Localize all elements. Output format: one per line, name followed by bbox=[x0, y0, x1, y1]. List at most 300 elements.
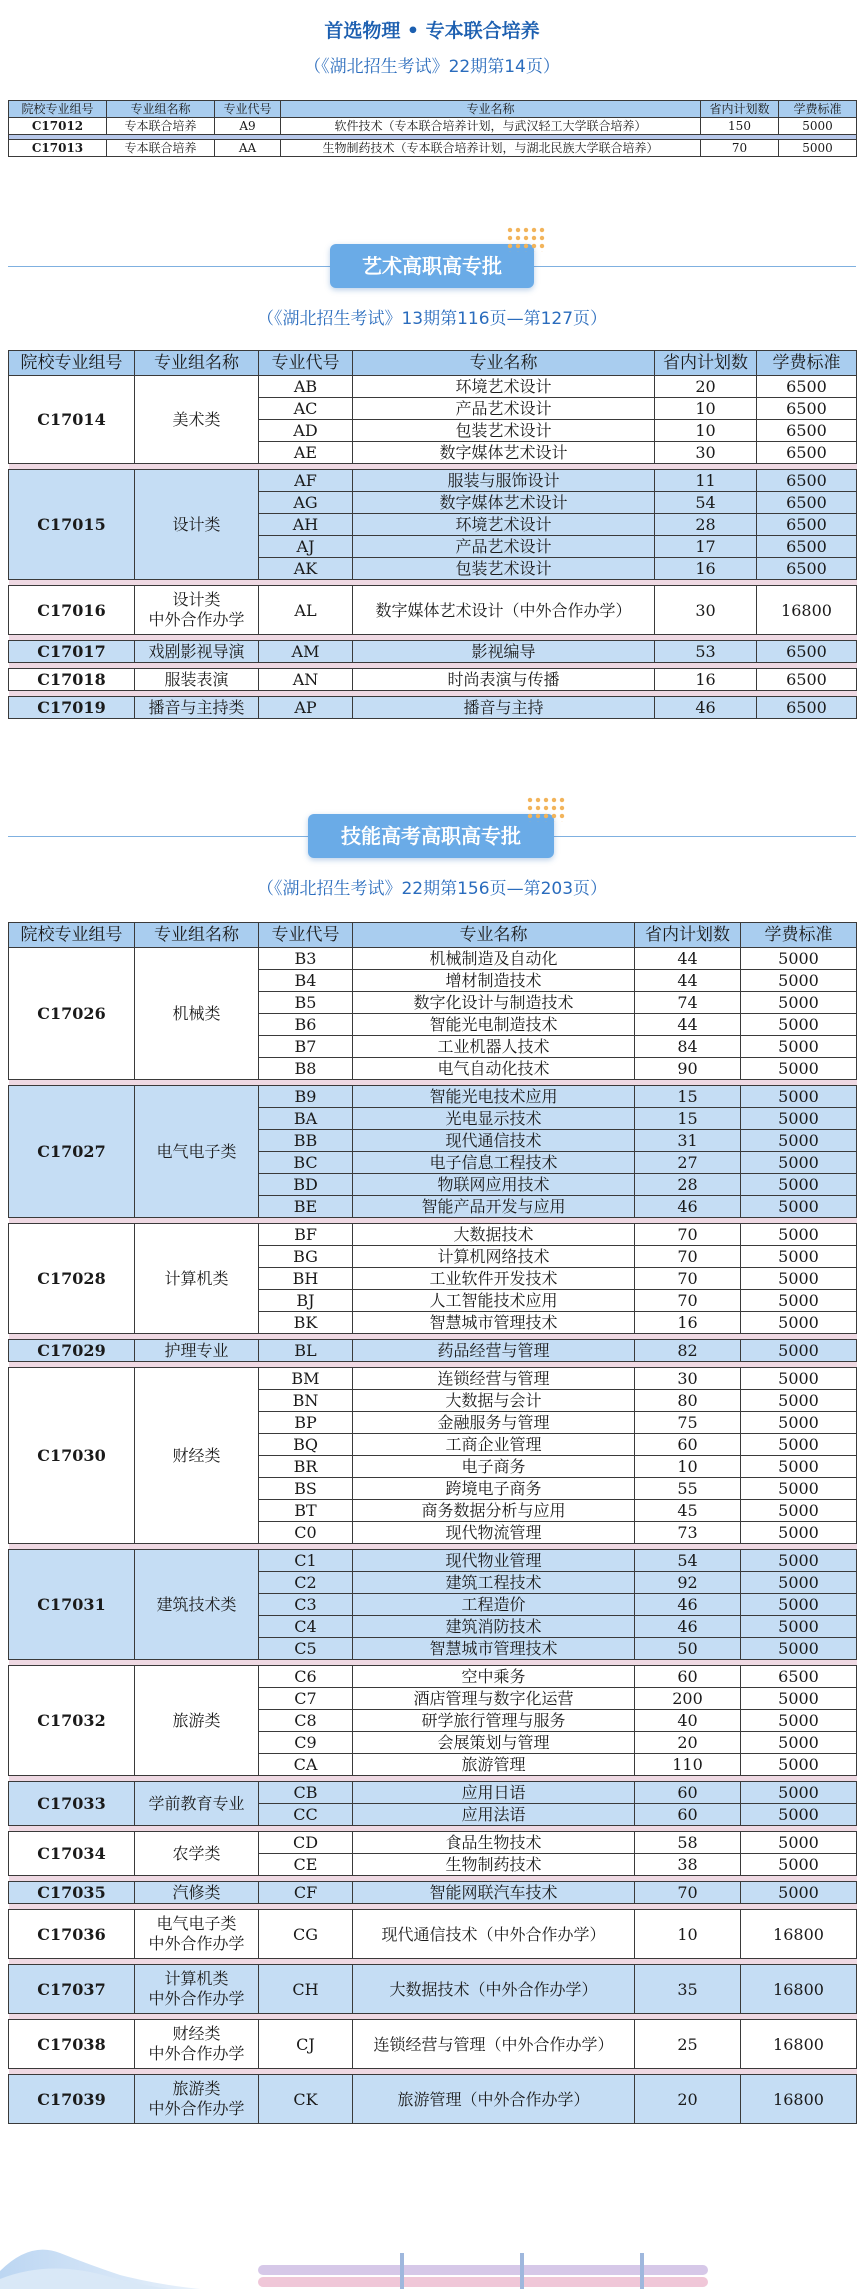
major-code: CB bbox=[259, 1782, 353, 1804]
section1-title: 首选物理 • 专本联合培养 bbox=[324, 20, 540, 42]
major-code: CJ bbox=[259, 2020, 353, 2069]
section2-table bbox=[8, 350, 857, 719]
group-id: C17034 bbox=[9, 1832, 135, 1876]
major-code: CC bbox=[259, 1804, 353, 1826]
group-id: C17017 bbox=[9, 641, 135, 663]
tuition: 6500 bbox=[757, 669, 857, 691]
header-cell: 专业名称 bbox=[353, 923, 635, 948]
major-code: CE bbox=[259, 1854, 353, 1876]
table-row bbox=[9, 948, 857, 970]
tuition: 5000 bbox=[741, 1688, 857, 1710]
group-id: C17033 bbox=[9, 1782, 135, 1826]
plan-count: 15 bbox=[635, 1108, 741, 1130]
plan-count: 44 bbox=[635, 948, 741, 970]
group-name: 美术类 bbox=[135, 376, 259, 464]
tuition: 5000 bbox=[741, 1832, 857, 1854]
tuition: 6500 bbox=[757, 376, 857, 398]
group-name: 服装表演 bbox=[135, 669, 259, 691]
major-code: AK bbox=[259, 558, 353, 580]
major-code: AE bbox=[259, 442, 353, 464]
plan-count: 15 bbox=[635, 1086, 741, 1108]
tuition: 5000 bbox=[741, 1434, 857, 1456]
table-row bbox=[9, 470, 857, 492]
tuition: 6500 bbox=[741, 1666, 857, 1688]
table-row bbox=[9, 641, 857, 663]
group-name: 旅游类 中外合作办学 bbox=[135, 2075, 259, 2124]
table-row bbox=[9, 1340, 857, 1362]
major-name: 环境艺术设计 bbox=[353, 376, 655, 398]
group-name: 播音与主持类 bbox=[135, 697, 259, 719]
plan-count: 31 bbox=[635, 1130, 741, 1152]
major-code: BR bbox=[259, 1456, 353, 1478]
plan-count: 50 bbox=[635, 1638, 741, 1660]
table-row bbox=[9, 1882, 857, 1904]
major-code: AA bbox=[215, 140, 281, 157]
major-code: C1 bbox=[259, 1550, 353, 1572]
tuition: 5000 bbox=[741, 1478, 857, 1500]
major-name: 包装艺术设计 bbox=[353, 558, 655, 580]
section2-banner-label: 艺术高职高专批 bbox=[330, 244, 534, 288]
group-name: 专本联合培养 bbox=[107, 140, 215, 157]
tuition: 5000 bbox=[741, 1390, 857, 1412]
tuition: 5000 bbox=[741, 948, 857, 970]
major-code: CG bbox=[259, 1910, 353, 1959]
plan-count: 16 bbox=[635, 1312, 741, 1334]
tuition: 5000 bbox=[741, 1340, 857, 1362]
major-code: AL bbox=[259, 586, 353, 635]
group-name: 护理专业 bbox=[135, 1340, 259, 1362]
tuition: 5000 bbox=[741, 1224, 857, 1246]
table-row bbox=[9, 586, 857, 635]
major-code: CA bbox=[259, 1754, 353, 1776]
group-name: 学前教育专业 bbox=[135, 1782, 259, 1826]
major-code: BT bbox=[259, 1500, 353, 1522]
section2-source: （《湖北招生考试》13期第116页—第127页） bbox=[256, 309, 608, 329]
major-code: B3 bbox=[259, 948, 353, 970]
tuition: 16800 bbox=[741, 2020, 857, 2069]
major-name: 影视编导 bbox=[353, 641, 655, 663]
section2-banner bbox=[0, 236, 864, 296]
dots-decoration-icon bbox=[526, 796, 566, 822]
header-cell: 专业组名称 bbox=[107, 101, 215, 118]
major-name: 工商企业管理 bbox=[353, 1434, 635, 1456]
major-code: AF bbox=[259, 470, 353, 492]
major-code: C9 bbox=[259, 1732, 353, 1754]
group-id: C17032 bbox=[9, 1666, 135, 1776]
table-row bbox=[9, 140, 857, 157]
tuition: 5000 bbox=[741, 1854, 857, 1876]
table-row bbox=[9, 1782, 857, 1804]
major-name: 人工智能技术应用 bbox=[353, 1290, 635, 1312]
plan-count: 82 bbox=[635, 1340, 741, 1362]
group-id: C17026 bbox=[9, 948, 135, 1080]
plan-count: 55 bbox=[635, 1478, 741, 1500]
plan-count: 58 bbox=[635, 1832, 741, 1854]
plan-count: 60 bbox=[635, 1666, 741, 1688]
major-name: 电子商务 bbox=[353, 1456, 635, 1478]
tuition: 5000 bbox=[741, 1522, 857, 1544]
section3-source: （《湖北招生考试》22期第156页—第203页） bbox=[256, 879, 608, 899]
table-row bbox=[9, 1550, 857, 1572]
tuition: 5000 bbox=[741, 1130, 857, 1152]
tuition: 16800 bbox=[741, 1965, 857, 2014]
major-code: AD bbox=[259, 420, 353, 442]
tuition: 6500 bbox=[757, 536, 857, 558]
group-id: C17016 bbox=[9, 586, 135, 635]
major-name: 环境艺术设计 bbox=[353, 514, 655, 536]
plan-count: 16 bbox=[655, 558, 757, 580]
plan-count: 27 bbox=[635, 1152, 741, 1174]
major-name: 物联网应用技术 bbox=[353, 1174, 635, 1196]
major-code: BF bbox=[259, 1224, 353, 1246]
major-code: BQ bbox=[259, 1434, 353, 1456]
plan-count: 44 bbox=[635, 970, 741, 992]
group-id: C17013 bbox=[9, 140, 107, 157]
major-name: 智慧城市管理技术 bbox=[353, 1638, 635, 1660]
plan-count: 25 bbox=[635, 2020, 741, 2069]
header-cell: 省内计划数 bbox=[701, 101, 779, 118]
table-header bbox=[9, 101, 857, 118]
table-row bbox=[9, 118, 857, 135]
group-id: C17015 bbox=[9, 470, 135, 580]
tuition: 5000 bbox=[741, 1616, 857, 1638]
tuition: 5000 bbox=[741, 1882, 857, 1904]
major-name: 应用日语 bbox=[353, 1782, 635, 1804]
group-name: 电气电子类 bbox=[135, 1086, 259, 1218]
group-id: C17029 bbox=[9, 1340, 135, 1362]
plan-count: 45 bbox=[635, 1500, 741, 1522]
table-row bbox=[9, 1666, 857, 1688]
major-name: 大数据技术（中外合作办学） bbox=[353, 1965, 635, 2014]
major-code: CF bbox=[259, 1882, 353, 1904]
header-cell: 学费标准 bbox=[741, 923, 857, 948]
group-id: C17030 bbox=[9, 1368, 135, 1544]
tuition: 5000 bbox=[741, 1594, 857, 1616]
major-name: 酒店管理与数字化运营 bbox=[353, 1688, 635, 1710]
plan-count: 46 bbox=[655, 697, 757, 719]
tuition: 5000 bbox=[779, 140, 857, 157]
tuition: 6500 bbox=[757, 470, 857, 492]
plan-count: 20 bbox=[655, 376, 757, 398]
group-name: 电气电子类 中外合作办学 bbox=[135, 1910, 259, 1959]
major-name: 生物制药技术 bbox=[353, 1854, 635, 1876]
major-name: 数字媒体艺术设计（中外合作办学） bbox=[353, 586, 655, 635]
tuition: 5000 bbox=[741, 1036, 857, 1058]
plan-count: 35 bbox=[635, 1965, 741, 2014]
major-code: AM bbox=[259, 641, 353, 663]
major-name: 智能光电技术应用 bbox=[353, 1086, 635, 1108]
table-row bbox=[9, 1368, 857, 1390]
major-code: C0 bbox=[259, 1522, 353, 1544]
major-code: AJ bbox=[259, 536, 353, 558]
major-code: BE bbox=[259, 1196, 353, 1218]
major-name: 电气自动化技术 bbox=[353, 1058, 635, 1080]
tuition: 6500 bbox=[757, 492, 857, 514]
tuition: 5000 bbox=[741, 970, 857, 992]
major-name: 机械制造及自动化 bbox=[353, 948, 635, 970]
plan-count: 30 bbox=[655, 586, 757, 635]
major-name: 数字化设计与制造技术 bbox=[353, 992, 635, 1014]
major-name: 数字媒体艺术设计 bbox=[353, 442, 655, 464]
major-name: 软件技术（专本联合培养计划，与武汉轻工大学联合培养） bbox=[281, 118, 701, 135]
tuition: 5000 bbox=[741, 1754, 857, 1776]
tuition: 6500 bbox=[757, 514, 857, 536]
plan-count: 46 bbox=[635, 1594, 741, 1616]
plan-count: 74 bbox=[635, 992, 741, 1014]
major-name: 大数据与会计 bbox=[353, 1390, 635, 1412]
major-name: 现代通信技术（中外合作办学） bbox=[353, 1910, 635, 1959]
tuition: 5000 bbox=[741, 1782, 857, 1804]
table-row bbox=[9, 1086, 857, 1108]
header-cell: 院校专业组号 bbox=[9, 923, 135, 948]
major-name: 旅游管理（中外合作办学） bbox=[353, 2075, 635, 2124]
tuition: 5000 bbox=[741, 1268, 857, 1290]
major-name: 产品艺术设计 bbox=[353, 398, 655, 420]
plan-count: 38 bbox=[635, 1854, 741, 1876]
group-id: C17027 bbox=[9, 1086, 135, 1218]
header-cell: 专业代号 bbox=[259, 351, 353, 376]
table-row bbox=[9, 2020, 857, 2069]
major-name: 大数据技术 bbox=[353, 1224, 635, 1246]
tuition: 5000 bbox=[779, 118, 857, 135]
tuition: 5000 bbox=[741, 1500, 857, 1522]
group-id: C17036 bbox=[9, 1910, 135, 1959]
major-name: 计算机网络技术 bbox=[353, 1246, 635, 1268]
major-code: BB bbox=[259, 1130, 353, 1152]
major-code: AH bbox=[259, 514, 353, 536]
tuition: 6500 bbox=[757, 558, 857, 580]
tuition: 5000 bbox=[741, 1710, 857, 1732]
major-name: 智慧城市管理技术 bbox=[353, 1312, 635, 1334]
major-name: 包装艺术设计 bbox=[353, 420, 655, 442]
group-name: 财经类 bbox=[135, 1368, 259, 1544]
major-name: 会展策划与管理 bbox=[353, 1732, 635, 1754]
header-cell: 学费标准 bbox=[779, 101, 857, 118]
major-name: 现代物业管理 bbox=[353, 1550, 635, 1572]
group-id: C17035 bbox=[9, 1882, 135, 1904]
plan-count: 46 bbox=[635, 1196, 741, 1218]
plan-count: 17 bbox=[655, 536, 757, 558]
header-cell: 专业组名称 bbox=[135, 351, 259, 376]
plan-count: 53 bbox=[655, 641, 757, 663]
major-name: 跨境电子商务 bbox=[353, 1478, 635, 1500]
tuition: 5000 bbox=[741, 1086, 857, 1108]
major-name: 增材制造技术 bbox=[353, 970, 635, 992]
tuition: 5000 bbox=[741, 1246, 857, 1268]
plan-count: 10 bbox=[655, 398, 757, 420]
tuition: 5000 bbox=[741, 1550, 857, 1572]
tuition: 5000 bbox=[741, 1412, 857, 1434]
major-name: 空中乘务 bbox=[353, 1666, 635, 1688]
major-code: C2 bbox=[259, 1572, 353, 1594]
tuition: 5000 bbox=[741, 1152, 857, 1174]
plan-count: 70 bbox=[635, 1224, 741, 1246]
major-name: 食品生物技术 bbox=[353, 1832, 635, 1854]
major-name: 旅游管理 bbox=[353, 1754, 635, 1776]
tuition: 5000 bbox=[741, 1014, 857, 1036]
plan-count: 70 bbox=[701, 140, 779, 157]
table-row bbox=[9, 376, 857, 398]
header-cell: 院校专业组号 bbox=[9, 101, 107, 118]
major-code: C8 bbox=[259, 1710, 353, 1732]
major-code: C5 bbox=[259, 1638, 353, 1660]
major-code: BP bbox=[259, 1412, 353, 1434]
tuition: 5000 bbox=[741, 1732, 857, 1754]
group-name: 计算机类 bbox=[135, 1224, 259, 1334]
plan-count: 70 bbox=[635, 1246, 741, 1268]
section1-source: （《湖北招生考试》22期第14页） bbox=[304, 57, 560, 77]
major-code: B9 bbox=[259, 1086, 353, 1108]
major-code: AP bbox=[259, 697, 353, 719]
major-name: 工业机器人技术 bbox=[353, 1036, 635, 1058]
major-code: BK bbox=[259, 1312, 353, 1334]
section1-table bbox=[8, 100, 857, 157]
major-code: B5 bbox=[259, 992, 353, 1014]
plan-count: 70 bbox=[635, 1290, 741, 1312]
major-name: 产品艺术设计 bbox=[353, 536, 655, 558]
tuition: 5000 bbox=[741, 1312, 857, 1334]
group-id: C17018 bbox=[9, 669, 135, 691]
group-name: 旅游类 bbox=[135, 1666, 259, 1776]
major-name: 服装与服饰设计 bbox=[353, 470, 655, 492]
group-name: 财经类 中外合作办学 bbox=[135, 2020, 259, 2069]
plan-count: 150 bbox=[701, 118, 779, 135]
group-name: 戏剧影视导演 bbox=[135, 641, 259, 663]
major-code: B6 bbox=[259, 1014, 353, 1036]
tuition: 5000 bbox=[741, 1456, 857, 1478]
major-code: BG bbox=[259, 1246, 353, 1268]
plan-count: 60 bbox=[635, 1804, 741, 1826]
header-cell: 省内计划数 bbox=[655, 351, 757, 376]
header-cell: 专业代号 bbox=[215, 101, 281, 118]
plan-count: 28 bbox=[635, 1174, 741, 1196]
major-name: 数字媒体艺术设计 bbox=[353, 492, 655, 514]
header-cell: 专业代号 bbox=[259, 923, 353, 948]
group-id: C17038 bbox=[9, 2020, 135, 2069]
table-header bbox=[9, 351, 857, 376]
major-code: C4 bbox=[259, 1616, 353, 1638]
group-id: C17037 bbox=[9, 1965, 135, 2014]
group-id: C17031 bbox=[9, 1550, 135, 1660]
table-row bbox=[9, 1224, 857, 1246]
group-name: 设计类 中外合作办学 bbox=[135, 586, 259, 635]
table-row bbox=[9, 697, 857, 719]
plan-count: 40 bbox=[635, 1710, 741, 1732]
major-code: CK bbox=[259, 2075, 353, 2124]
tuition: 5000 bbox=[741, 1196, 857, 1218]
major-name: 连锁经营与管理（中外合作办学） bbox=[353, 2020, 635, 2069]
major-name: 现代通信技术 bbox=[353, 1130, 635, 1152]
tuition: 5000 bbox=[741, 992, 857, 1014]
group-name: 设计类 bbox=[135, 470, 259, 580]
major-name: 应用法语 bbox=[353, 1804, 635, 1826]
major-code: C6 bbox=[259, 1666, 353, 1688]
plan-count: 20 bbox=[635, 2075, 741, 2124]
header-cell: 专业名称 bbox=[353, 351, 655, 376]
plan-count: 90 bbox=[635, 1058, 741, 1080]
section3-banner bbox=[0, 806, 864, 866]
major-name: 连锁经营与管理 bbox=[353, 1368, 635, 1390]
footer-decoration bbox=[0, 2235, 864, 2289]
plan-count: 54 bbox=[635, 1550, 741, 1572]
tuition: 6500 bbox=[757, 420, 857, 442]
plan-count: 20 bbox=[635, 1732, 741, 1754]
major-name: 现代物流管理 bbox=[353, 1522, 635, 1544]
major-code: AB bbox=[259, 376, 353, 398]
tuition: 5000 bbox=[741, 1368, 857, 1390]
major-name: 光电显示技术 bbox=[353, 1108, 635, 1130]
plan-count: 60 bbox=[635, 1782, 741, 1804]
tuition: 5000 bbox=[741, 1058, 857, 1080]
major-name: 工业软件开发技术 bbox=[353, 1268, 635, 1290]
plan-count: 16 bbox=[655, 669, 757, 691]
major-name: 金融服务与管理 bbox=[353, 1412, 635, 1434]
tuition: 6500 bbox=[757, 641, 857, 663]
major-code: AN bbox=[259, 669, 353, 691]
major-name: 研学旅行管理与服务 bbox=[353, 1710, 635, 1732]
major-code: BH bbox=[259, 1268, 353, 1290]
major-name: 智能网联汽车技术 bbox=[353, 1882, 635, 1904]
major-name: 时尚表演与传播 bbox=[353, 669, 655, 691]
plan-count: 10 bbox=[655, 420, 757, 442]
plan-count: 10 bbox=[635, 1910, 741, 1959]
mountain-wave-icon bbox=[0, 2235, 864, 2289]
major-code: B8 bbox=[259, 1058, 353, 1080]
plan-count: 54 bbox=[655, 492, 757, 514]
major-code: B4 bbox=[259, 970, 353, 992]
major-name: 生物制药技术（专本联合培养计划，与湖北民族大学联合培养） bbox=[281, 140, 701, 157]
plan-count: 70 bbox=[635, 1882, 741, 1904]
dots-decoration-icon bbox=[506, 226, 546, 252]
plan-count: 200 bbox=[635, 1688, 741, 1710]
major-name: 智能产品开发与应用 bbox=[353, 1196, 635, 1218]
plan-count: 70 bbox=[635, 1268, 741, 1290]
tuition: 6500 bbox=[757, 398, 857, 420]
tuition: 6500 bbox=[757, 442, 857, 464]
tuition: 5000 bbox=[741, 1290, 857, 1312]
plan-count: 30 bbox=[655, 442, 757, 464]
major-code: BA bbox=[259, 1108, 353, 1130]
plan-count: 92 bbox=[635, 1572, 741, 1594]
plan-count: 46 bbox=[635, 1616, 741, 1638]
tuition: 5000 bbox=[741, 1638, 857, 1660]
plan-count: 30 bbox=[635, 1368, 741, 1390]
table-row bbox=[9, 2075, 857, 2124]
plan-count: 28 bbox=[655, 514, 757, 536]
table-row bbox=[9, 1965, 857, 2014]
header-cell: 院校专业组号 bbox=[9, 351, 135, 376]
plan-count: 10 bbox=[635, 1456, 741, 1478]
group-name: 机械类 bbox=[135, 948, 259, 1080]
major-name: 电子信息工程技术 bbox=[353, 1152, 635, 1174]
major-name: 建筑工程技术 bbox=[353, 1572, 635, 1594]
tuition: 5000 bbox=[741, 1804, 857, 1826]
major-code: BN bbox=[259, 1390, 353, 1412]
table-row bbox=[9, 669, 857, 691]
major-code: AC bbox=[259, 398, 353, 420]
tuition: 16800 bbox=[741, 2075, 857, 2124]
tuition: 5000 bbox=[741, 1108, 857, 1130]
tuition: 6500 bbox=[757, 697, 857, 719]
group-id: C17039 bbox=[9, 2075, 135, 2124]
plan-count: 110 bbox=[635, 1754, 741, 1776]
tuition: 16800 bbox=[741, 1910, 857, 1959]
major-code: BC bbox=[259, 1152, 353, 1174]
major-code: BM bbox=[259, 1368, 353, 1390]
group-name: 专本联合培养 bbox=[107, 118, 215, 135]
group-name: 计算机类 中外合作办学 bbox=[135, 1965, 259, 2014]
plan-count: 44 bbox=[635, 1014, 741, 1036]
